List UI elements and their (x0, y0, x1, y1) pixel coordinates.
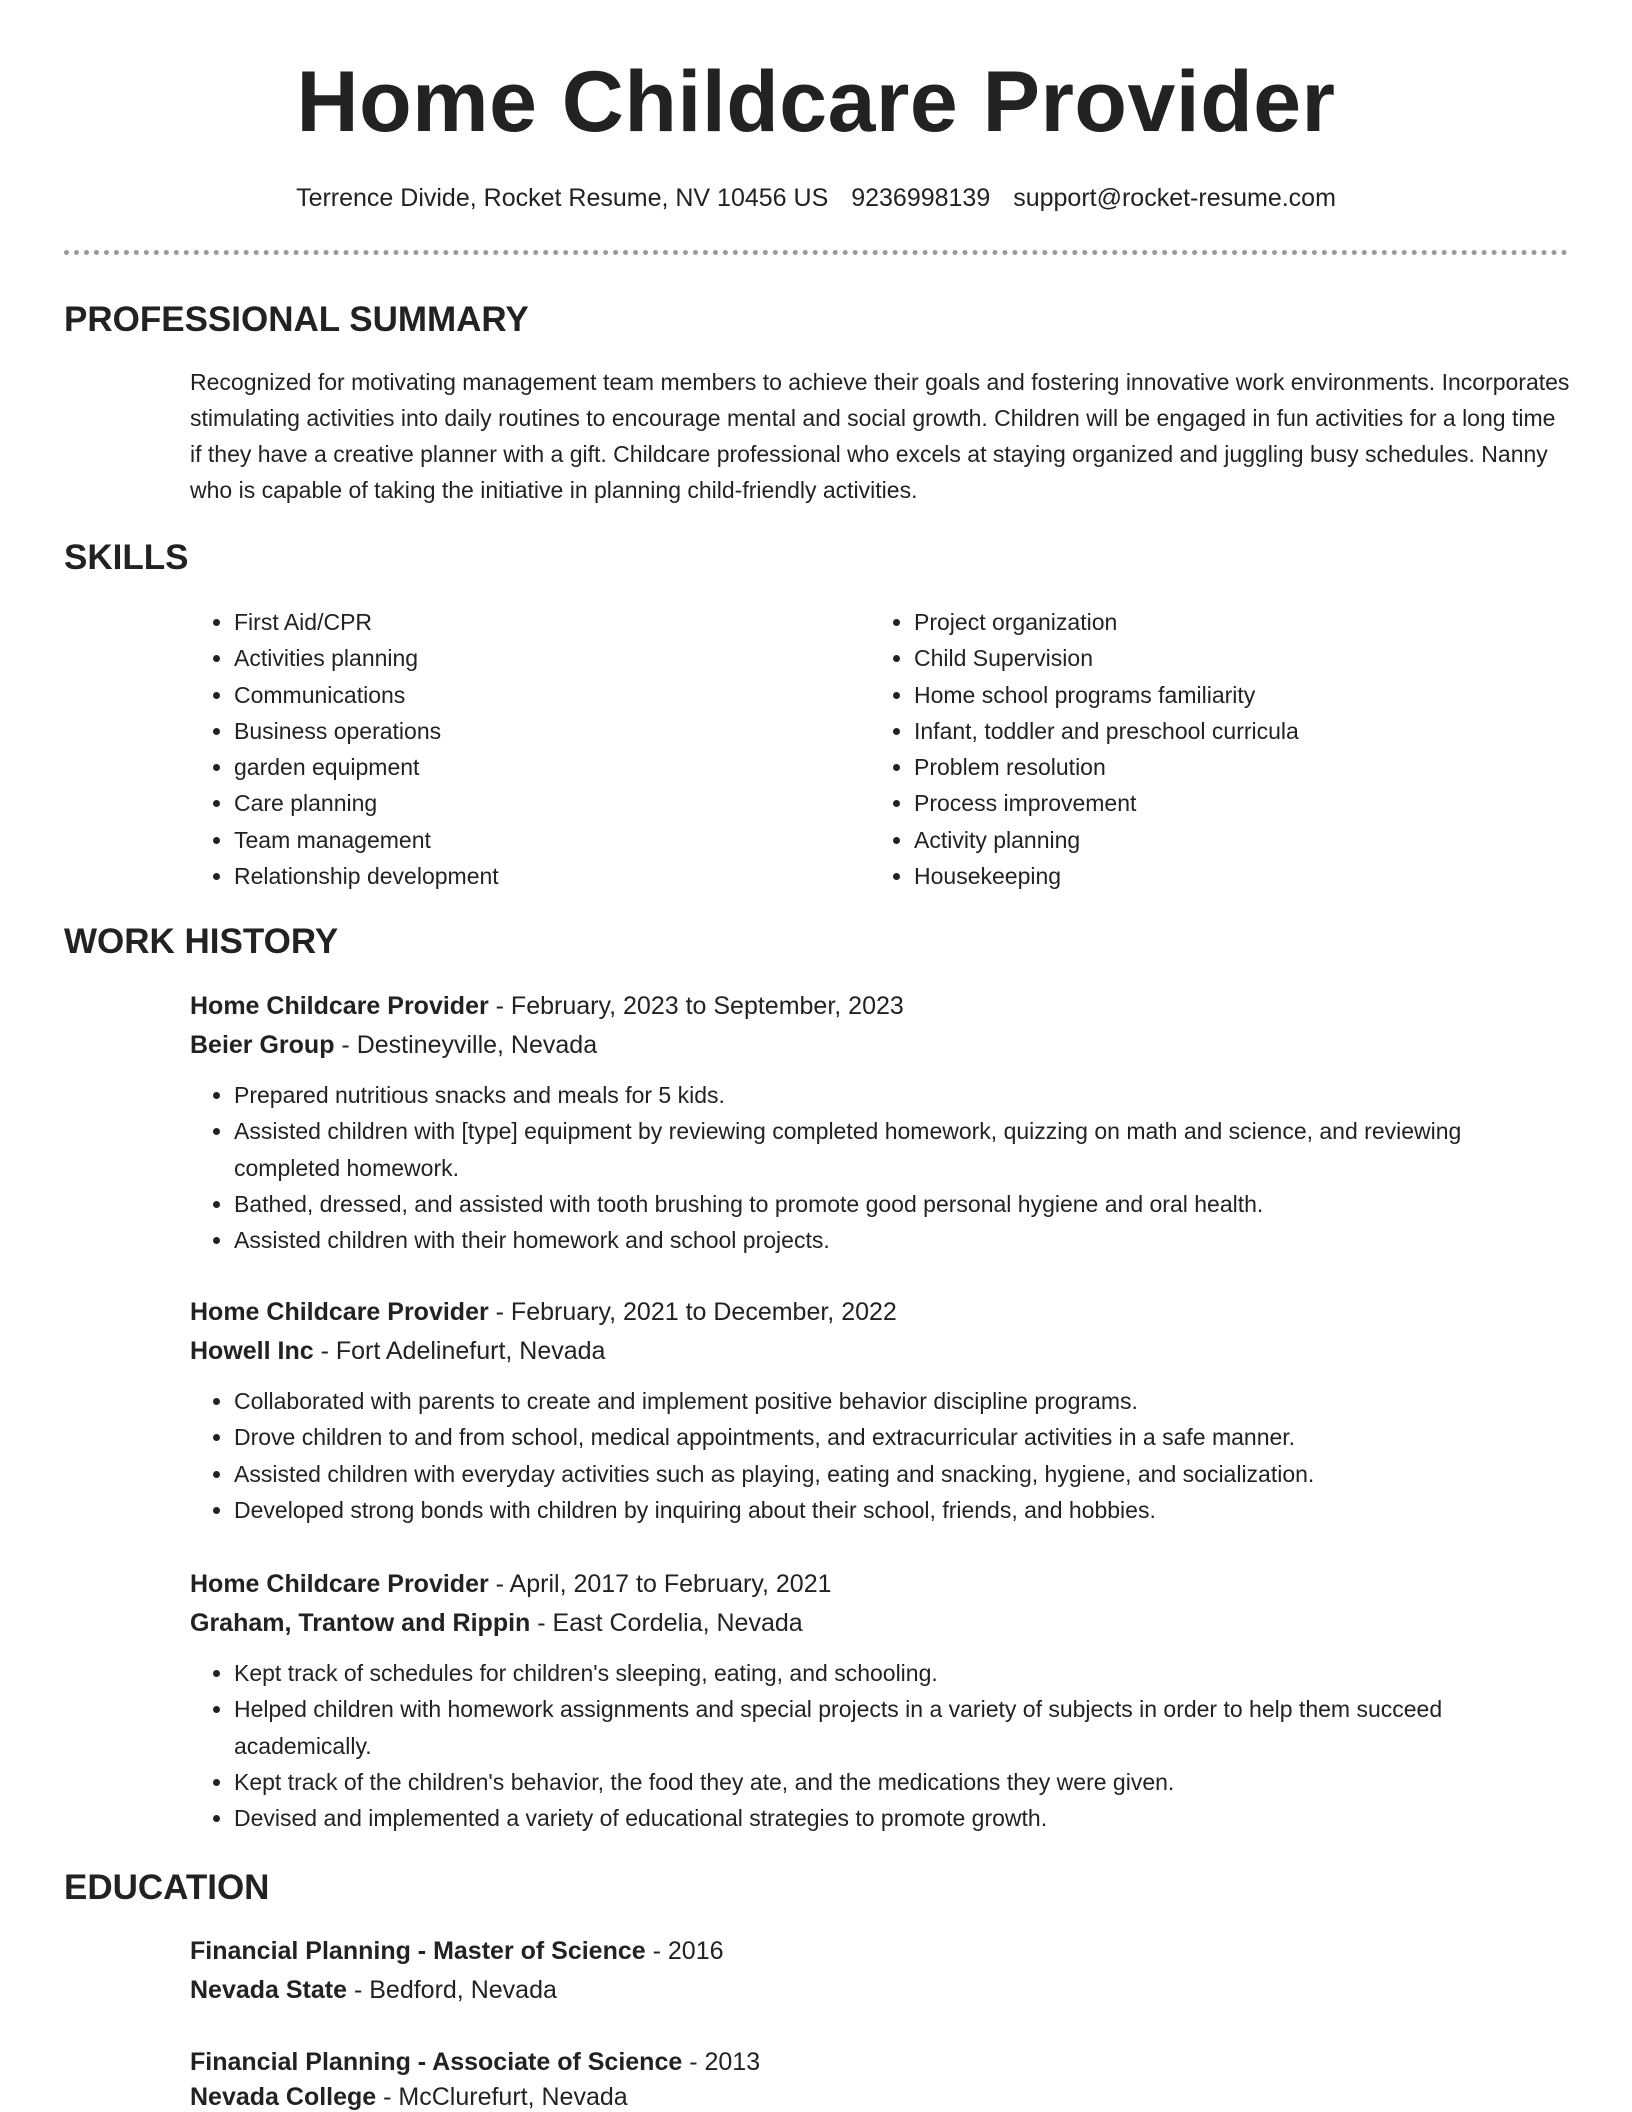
job-title-line (190, 1565, 1570, 1604)
skill-item: • Home school programs familiarity (914, 677, 1550, 713)
section-title-education: EDUCATION (64, 1868, 270, 1907)
job-company: Beier Group (190, 1031, 335, 1059)
job-dates: - February, 2023 to September, 2023 (488, 992, 904, 1020)
education-location: - Bedford, Nevada (347, 1976, 557, 2004)
skill-item: • Communications (234, 677, 870, 713)
job-company-line (190, 1332, 1570, 1371)
skill-item: • Activity planning (914, 822, 1550, 858)
skill-item: • Activities planning (234, 640, 870, 676)
skill-item: • Project organization (914, 604, 1550, 640)
education-degree: Financial Planning - Associate of Science (190, 2048, 683, 2076)
contact-address: Terrence Divide, Rocket Resume, NV 10456 US (296, 184, 829, 212)
skill-item: • Child Supervision (914, 640, 1550, 676)
education-year: - 2016 (645, 1937, 724, 1965)
job-bullet: • Bathed, dressed, and assisted with tooth brushing to promote good personal hygiene and oral health. (234, 1186, 1570, 1222)
education-degree-line (190, 1932, 1570, 1971)
summary-text: Recognized for motivating management team members to achieve their goals and fostering innovative work environments. Incorporates stimulating activities into daily routines to encourage mental and social growth. Children will be engaged in fun activities for a long time if they have a creative planner with a gift. Childcare professional who excels at staying organized and juggling busy schedules. Nanny who is capable of taking the initiative in planning child-friendly activities. (190, 369, 1570, 503)
skills-column-right (870, 604, 1550, 894)
section-title-work-history: WORK HISTORY (64, 922, 339, 961)
skills-column-left (190, 604, 870, 894)
job-role: Home Childcare Provider (190, 1298, 489, 1326)
education-year: - 2013 (682, 2048, 761, 2076)
job-role: Home Childcare Provider (190, 1570, 489, 1598)
section-title-skills: SKILLS (64, 538, 189, 577)
skill-item: • Care planning (234, 785, 870, 821)
job-location: - Fort Adelinefurt, Nevada (313, 1337, 606, 1365)
job-bullet: • Devised and implemented a variety of educational strategies to promote growth. (234, 1800, 1570, 1836)
resume-name-title: Home Childcare Provider (296, 54, 1336, 150)
job-role: Home Childcare Provider (190, 992, 489, 1020)
skill-item: • Relationship development (234, 858, 870, 894)
education-school-line (190, 2082, 1570, 2112)
job-bullets (190, 1655, 1570, 1836)
job-bullet: • Prepared nutritious snacks and meals for 5 kids. (234, 1077, 1570, 1113)
job-bullet: • Helped children with homework assignments and special projects in a variety of subjects in order to help them succeed academically. (234, 1691, 1570, 1764)
job-entry (190, 987, 1570, 1258)
skill-item: • Problem resolution (914, 749, 1550, 785)
job-bullet: • Assisted children with their homework and school projects. (234, 1222, 1570, 1258)
job-dates: - April, 2017 to February, 2021 (488, 1570, 832, 1598)
job-location: - East Cordelia, Nevada (530, 1609, 803, 1637)
summary-block (190, 364, 1570, 508)
job-entry (190, 1565, 1570, 1836)
job-company: Graham, Trantow and Rippin (190, 1609, 531, 1637)
job-entry (190, 1293, 1570, 1528)
job-company-line (190, 1604, 1570, 1643)
job-company: Howell Inc (190, 1337, 314, 1365)
education-entry (190, 1932, 1570, 2010)
skill-item: • Infant, toddler and preschool curricula (914, 713, 1550, 749)
education-location: - McClurefurt, Nevada (376, 2083, 628, 2111)
job-bullet: • Kept track of the children's behavior, the food they ate, and the medications they were given. (234, 1764, 1570, 1800)
job-title-line (190, 987, 1570, 1026)
job-location: - Destineyville, Nevada (334, 1031, 598, 1059)
skill-item: • garden equipment (234, 749, 870, 785)
header-divider (64, 250, 1568, 255)
skills-list (190, 604, 1570, 894)
education-school: Nevada State (190, 1976, 348, 2004)
job-bullet: • Assisted children with [type] equipment by reviewing completed homework, quizzing on math and science, and reviewing completed homework. (234, 1113, 1570, 1186)
education-degree: Financial Planning - Master of Science (190, 1937, 646, 1965)
skill-item: • Process improvement (914, 785, 1550, 821)
job-company-line (190, 1026, 1570, 1065)
contact-line (0, 180, 1632, 216)
job-bullet: • Kept track of schedules for children's sleeping, eating, and schooling. (234, 1655, 1570, 1691)
job-bullet: • Assisted children with everyday activities such as playing, eating and snacking, hygiene, and socialization. (234, 1456, 1570, 1492)
job-bullets (190, 1383, 1570, 1528)
job-bullet: • Collaborated with parents to create and implement positive behavior discipline programs. (234, 1383, 1570, 1419)
contact-phone: 9236998139 (851, 184, 991, 212)
contact-email[interactable]: support@rocket-resume.com (1013, 184, 1336, 212)
job-bullet: • Drove children to and from school, medical appointments, and extracurricular activities in a safe manner. (234, 1419, 1570, 1455)
job-dates: - February, 2021 to December, 2022 (488, 1298, 897, 1326)
skill-item: • Housekeeping (914, 858, 1550, 894)
job-title-line (190, 1293, 1570, 1332)
skill-item: • Business operations (234, 713, 870, 749)
job-bullets (190, 1077, 1570, 1258)
job-bullet: • Developed strong bonds with children by inquiring about their school, friends, and hobbies. (234, 1492, 1570, 1528)
education-school-line (190, 1971, 1570, 2010)
education-entry (190, 2043, 1570, 2112)
skill-item: • First Aid/CPR (234, 604, 870, 640)
skill-item: • Team management (234, 822, 870, 858)
section-title-summary: PROFESSIONAL SUMMARY (64, 300, 529, 339)
education-degree-line (190, 2043, 1570, 2082)
education-school: Nevada College (190, 2083, 377, 2111)
